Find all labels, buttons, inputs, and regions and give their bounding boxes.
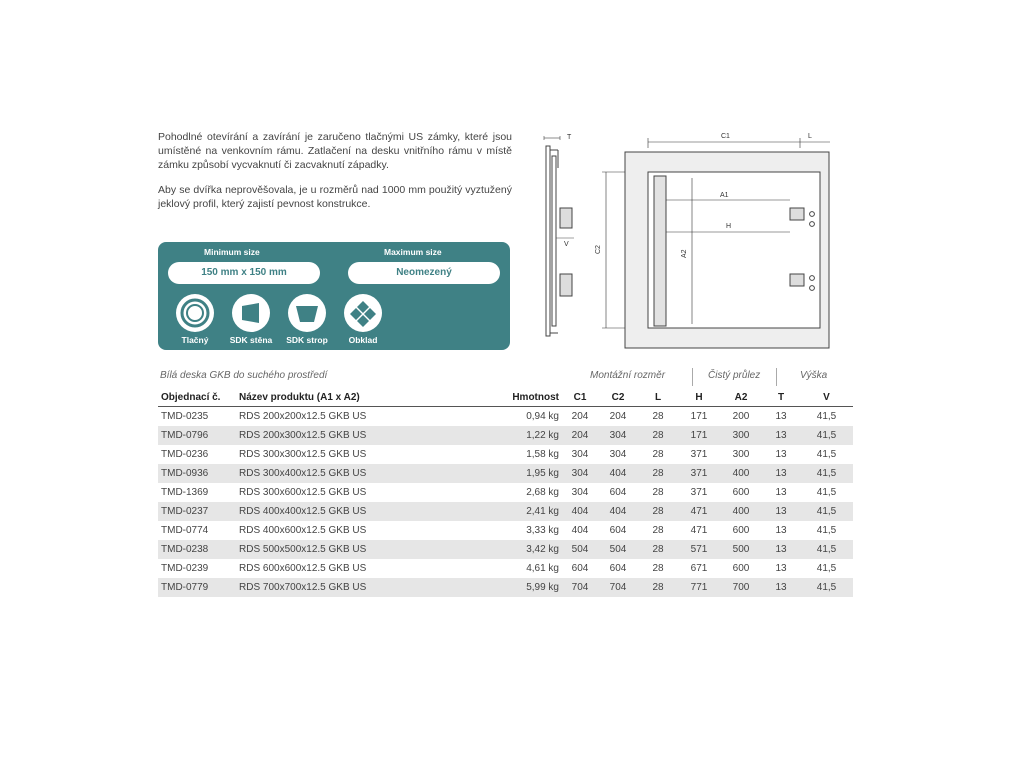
drywall-ceiling-icon	[288, 294, 326, 332]
h-cell: 171	[690, 411, 708, 422]
c2-cell: 204	[609, 411, 627, 422]
product-name-cell: RDS 500x500x12.5 GKB US	[236, 540, 486, 559]
h-cell: 371	[690, 449, 708, 460]
order-number-cell: TMD-0774	[161, 525, 209, 536]
label-l: L	[808, 133, 812, 140]
table-caption: Bílá deska GKB do suchého prostředí	[160, 370, 328, 381]
c2-cell: 504	[598, 540, 638, 559]
push-lock-icon	[176, 294, 214, 332]
product-table	[158, 388, 853, 597]
c2-cell: 604	[609, 563, 627, 574]
v-cell: 41,5	[816, 487, 837, 498]
t-cell: 13	[762, 540, 800, 559]
v-cell: 41,5	[800, 502, 853, 521]
group-mount: Montážní rozměr	[590, 370, 666, 381]
order-number-cell: TMD-0779	[158, 578, 236, 597]
table-row	[158, 540, 853, 559]
table-row	[158, 502, 853, 521]
a2-cell: 400	[720, 502, 762, 521]
product-name-cell: RDS 600x600x12.5 GKB US	[239, 563, 367, 574]
l-cell: 28	[652, 487, 664, 498]
a2-cell: 500	[720, 540, 762, 559]
a2-cell: 600	[732, 525, 750, 536]
weight-cell: 1,22 kg	[486, 426, 562, 445]
header-order-number: Objednací č.	[158, 388, 236, 407]
weight-cell: 3,33 kg	[526, 525, 559, 536]
group-separator	[776, 368, 777, 386]
order-number-cell: TMD-0796	[158, 426, 236, 445]
table-row	[158, 445, 853, 464]
weight-cell: 2,41 kg	[486, 502, 562, 521]
weight-cell: 0,94 kg	[526, 411, 559, 422]
drywall-ceiling-label: SDK strop	[286, 335, 328, 345]
label-c2: C2	[595, 245, 602, 254]
t-cell: 13	[775, 411, 787, 422]
a2-cell: 700	[720, 578, 762, 597]
v-cell: 41,5	[800, 578, 853, 597]
label-a2: A2	[681, 249, 688, 258]
technical-drawing	[530, 128, 840, 356]
table-row	[158, 464, 853, 483]
l-cell: 28	[638, 502, 678, 521]
table-row	[158, 559, 853, 578]
minimum-size-label: Minimum size	[204, 247, 260, 257]
weight-cell: 1,58 kg	[526, 449, 559, 460]
table-row	[158, 578, 853, 597]
h-cell: 371	[678, 464, 720, 483]
a2-cell: 200	[732, 411, 750, 422]
drywall-wall-label: SDK stěna	[229, 335, 273, 345]
label-a1: A1	[720, 192, 729, 199]
l-cell: 28	[638, 540, 678, 559]
group-height: Výška	[800, 370, 828, 381]
product-name-cell: RDS 300x400x12.5 GKB US	[236, 464, 486, 483]
weight-cell: 4,61 kg	[526, 563, 559, 574]
l-cell: 28	[652, 449, 664, 460]
t-cell: 13	[775, 525, 787, 536]
drywall-wall-icon	[232, 294, 270, 332]
v-cell: 41,5	[816, 411, 837, 422]
h-cell: 771	[678, 578, 720, 597]
h-cell: 471	[690, 525, 708, 536]
c1-cell: 304	[571, 449, 589, 460]
v-cell: 41,5	[816, 525, 837, 536]
t-cell: 13	[775, 487, 787, 498]
order-number-cell: TMD-0236	[161, 449, 209, 460]
header-l: L	[638, 388, 678, 407]
group-separator	[692, 368, 693, 386]
t-cell: 13	[762, 502, 800, 521]
product-name-cell: RDS 700x700x12.5 GKB US	[236, 578, 486, 597]
l-cell: 28	[652, 525, 664, 536]
product-name-cell: RDS 200x300x12.5 GKB US	[236, 426, 486, 445]
l-cell: 28	[638, 426, 678, 445]
c2-cell: 704	[598, 578, 638, 597]
intro-paragraph-1: Pohodlné otevírání a zavírání je zaručeno tlačnými US zámky, které jsou umístěné na venkovním rámu. Zatlačení na desku vnitřního rámu v místě zámku způsobí vycvaknutí či zacvaknutí západky.	[158, 131, 512, 171]
a2-cell: 600	[732, 487, 750, 498]
size-panel	[158, 242, 510, 350]
t-cell: 13	[762, 464, 800, 483]
maximum-size-label: Maximum size	[384, 247, 442, 257]
table-row	[158, 483, 853, 502]
group-clear: Čistý průlez	[708, 370, 761, 381]
c1-cell: 404	[571, 525, 589, 536]
h-cell: 471	[678, 502, 720, 521]
header-v: V	[800, 388, 853, 407]
c1-cell: 304	[571, 487, 589, 498]
l-cell: 28	[652, 411, 664, 422]
c1-cell: 504	[562, 540, 598, 559]
v-cell: 41,5	[816, 563, 837, 574]
label-c1: C1	[721, 133, 730, 140]
v-cell: 41,5	[800, 540, 853, 559]
front-view	[625, 152, 829, 348]
c1-cell: 304	[562, 464, 598, 483]
weight-cell: 2,68 kg	[526, 487, 559, 498]
table-header-row	[158, 388, 853, 407]
maximum-size-value: Neomezený	[348, 262, 500, 284]
push-lock-label: Tlačný	[181, 335, 209, 345]
label-h: H	[726, 223, 732, 230]
header-c1: C1	[562, 388, 598, 407]
c2-cell: 604	[609, 487, 627, 498]
c1-cell: 604	[571, 563, 589, 574]
product-name-cell: RDS 300x300x12.5 GKB US	[239, 449, 367, 460]
weight-cell: 3,42 kg	[486, 540, 562, 559]
v-cell: 41,5	[800, 426, 853, 445]
tile-cladding-label: Obklad	[348, 335, 378, 345]
t-cell: 13	[775, 563, 787, 574]
l-cell: 28	[638, 464, 678, 483]
table-row	[158, 407, 853, 427]
intro-text	[158, 130, 512, 222]
label-t: T	[567, 134, 572, 141]
h-cell: 671	[690, 563, 708, 574]
header-weight: Hmotnost	[486, 388, 562, 407]
order-number-cell: TMD-0238	[158, 540, 236, 559]
table-row	[158, 521, 853, 540]
header-t: T	[762, 388, 800, 407]
order-number-cell: TMD-0936	[158, 464, 236, 483]
tile-cladding-icon	[344, 294, 382, 332]
order-number-cell: TMD-1369	[161, 487, 209, 498]
label-v: V	[564, 241, 569, 248]
t-cell: 13	[775, 449, 787, 460]
c1-cell: 204	[562, 426, 598, 445]
table-row	[158, 426, 853, 445]
order-number-cell: TMD-0235	[161, 411, 209, 422]
c1-cell: 404	[562, 502, 598, 521]
t-cell: 13	[762, 578, 800, 597]
l-cell: 28	[638, 578, 678, 597]
product-name-cell: RDS 200x200x12.5 GKB US	[239, 411, 367, 422]
header-product-name: Název produktu (A1 x A2)	[236, 388, 486, 407]
product-name-cell: RDS 400x400x12.5 GKB US	[236, 502, 486, 521]
c1-cell: 704	[562, 578, 598, 597]
c2-cell: 404	[598, 502, 638, 521]
a2-cell: 600	[732, 563, 750, 574]
header-a2: A2	[720, 388, 762, 407]
l-cell: 28	[652, 563, 664, 574]
a2-cell: 300	[732, 449, 750, 460]
c2-cell: 304	[598, 426, 638, 445]
t-cell: 13	[762, 426, 800, 445]
v-cell: 41,5	[816, 449, 837, 460]
header-c2: C2	[598, 388, 638, 407]
minimum-size-value: 150 mm x 150 mm	[168, 262, 320, 284]
order-number-cell: TMD-0237	[158, 502, 236, 521]
v-cell: 41,5	[800, 464, 853, 483]
header-h: H	[678, 388, 720, 407]
c1-cell: 204	[571, 411, 589, 422]
c2-cell: 304	[609, 449, 627, 460]
c2-cell: 404	[598, 464, 638, 483]
h-cell: 371	[690, 487, 708, 498]
product-name-cell: RDS 300x600x12.5 GKB US	[239, 487, 367, 498]
weight-cell: 5,99 kg	[486, 578, 562, 597]
table-group-headers	[158, 368, 858, 390]
h-cell: 571	[678, 540, 720, 559]
side-view	[544, 136, 574, 336]
product-name-cell: RDS 400x600x12.5 GKB US	[239, 525, 367, 536]
a2-cell: 400	[720, 464, 762, 483]
c2-cell: 604	[609, 525, 627, 536]
weight-cell: 1,95 kg	[486, 464, 562, 483]
order-number-cell: TMD-0239	[161, 563, 209, 574]
h-cell: 171	[678, 426, 720, 445]
a2-cell: 300	[720, 426, 762, 445]
intro-paragraph-2: Aby se dvířka neprověšovala, je u rozměrů nad 1000 mm použitý vyztužený jeklový profil, který zajistí pevnost konstrukce.	[158, 184, 512, 210]
